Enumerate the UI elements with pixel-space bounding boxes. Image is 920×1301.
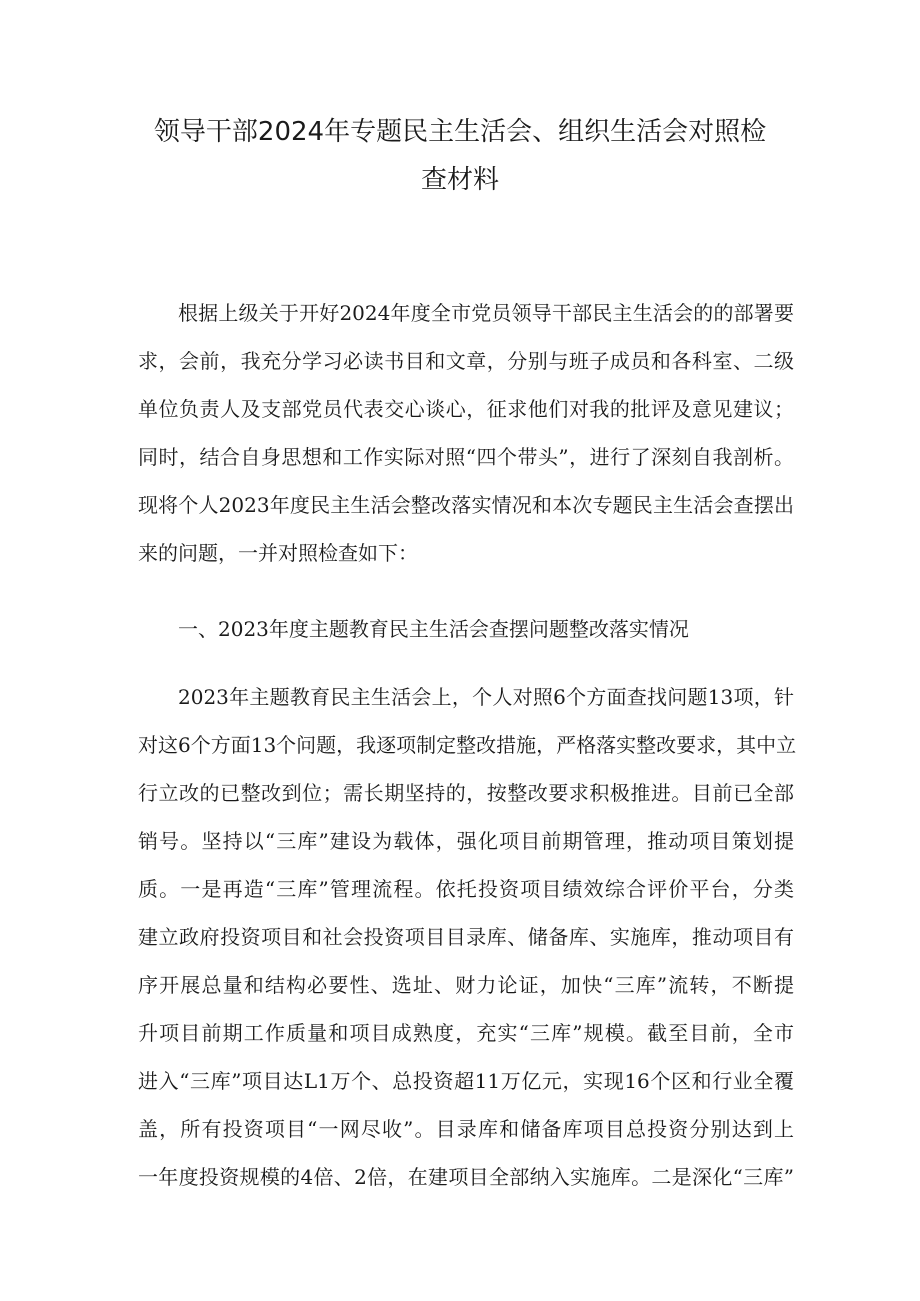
document-title bbox=[120, 108, 800, 204]
paragraph-line: 行立改的已整改到位；需长期坚持的，按整改要求积极推进。目前已全部 bbox=[138, 781, 794, 805]
paragraph-line: 建立政府投资项目和社会投资项目目录库、储备库、实施库，推动项目有 bbox=[138, 925, 794, 949]
paragraph-line: 销号。坚持以“三库”建设为载体，强化项目前期管理，推动项目策划提 bbox=[138, 829, 794, 853]
paragraph-line: 求，会前，我充分学习必读书目和文章，分别与班子成员和各科室、二级 bbox=[138, 349, 794, 373]
paragraph-line: 盖，所有投资项目“一网尽收”。目录库和储备库项目总投资分别达到上 bbox=[138, 1117, 794, 1141]
paragraph-line: 单位负责人及支部党员代表交心谈心，征求他们对我的批评及意见建议； bbox=[138, 397, 794, 421]
title-line-2: 查材料 bbox=[420, 165, 499, 195]
paragraph-line: 根据上级关于开好2024年度全市党员领导干部民主生活会的的部署要 bbox=[178, 301, 794, 325]
paragraph-line: 序开展总量和结构必要性、选址、财力论证，加快“三库”流转，不断提 bbox=[138, 973, 794, 997]
paragraph-line: 2023年主题教育民主生活会上，个人对照6个方面查找问题13项，针 bbox=[178, 685, 794, 709]
section-heading: 一、2023年度主题教育民主生活会查摆问题整改落实情况 bbox=[178, 617, 689, 641]
paragraph-line: 现将个人2023年度民主生活会整改落实情况和本次专题民主生活会查摆出 bbox=[138, 493, 794, 517]
paragraph-line: 来的问题，一并对照检查如下： bbox=[138, 541, 418, 565]
paragraph-line: 进入“三库”项目达L1万个、总投资超11万亿元，实现16个区和行业全覆 bbox=[138, 1069, 794, 1093]
paragraph-line: 对这6个方面13个问题，我逐项制定整改措施，严格落实整改要求，其中立 bbox=[138, 733, 797, 757]
paragraph-line: 一年度投资规模的4倍、2倍，在建项目全部纳入实施库。二是深化“三库” bbox=[138, 1165, 794, 1189]
title-line-1: 领导干部2024年专题民主生活会、组织生活会对照检 bbox=[153, 117, 767, 147]
paragraph-line: 同时，结合自身思想和工作实际对照“四个带头”，进行了深刻自我剖析。 bbox=[138, 445, 794, 469]
paragraph-line: 质。一是再造“三库”管理流程。依托投资项目绩效综合评价平台，分类 bbox=[138, 877, 794, 901]
paragraph-line: 升项目前期工作质量和项目成熟度，充实“三库”规模。截至目前，全市 bbox=[138, 1021, 794, 1045]
